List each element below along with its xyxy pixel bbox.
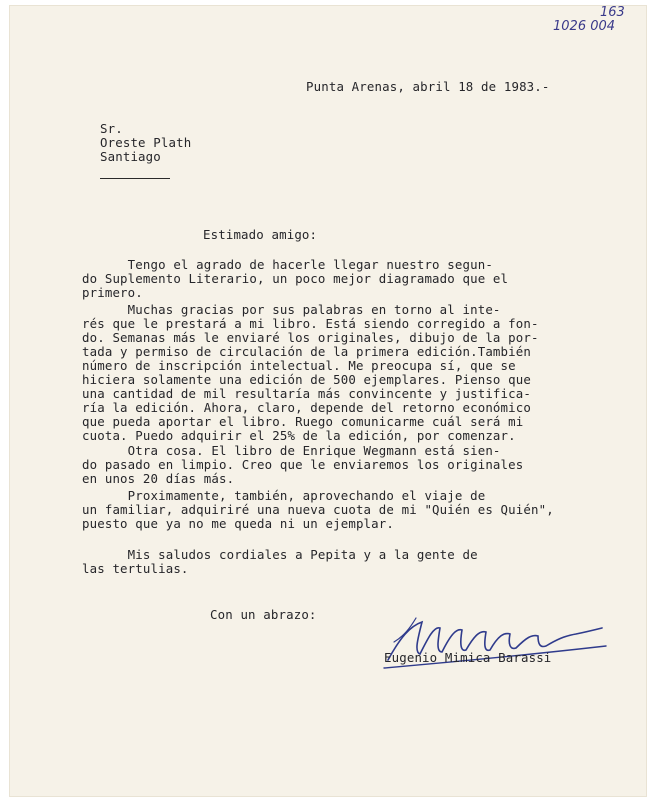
body-line: primero. [82, 285, 143, 300]
place-date: Punta Arenas, abril 18 de 1983.- [306, 79, 550, 94]
body-line: do pasado en limpio. Creo que le enviaremos los originales [82, 457, 524, 472]
paragraph-supplement [82, 258, 622, 300]
body-line: Proximamente, también, aprovechando el viaje de [82, 488, 486, 503]
paragraph-wegmann [82, 444, 622, 486]
body-line: un familiar, adquiriré una nueva cuota de mi "Quién es Quién", [82, 502, 554, 517]
paragraph-book [82, 303, 622, 443]
body-line: número de inscripción intelectual. Me preocupa sí, que se [82, 358, 516, 373]
body-line: Mis saludos cordiales a Pepita y a la gente de [82, 547, 478, 562]
signer-name: Eugenio Mimica Barassi [384, 650, 552, 665]
recipient-name: Oreste Plath [100, 135, 192, 150]
body-line: puesto que ya no me queda ni un ejemplar. [82, 516, 395, 531]
body-line: hiciera solamente una edición de 500 ejemplares. Pienso que [82, 372, 531, 387]
body-line: rés que le prestará a mi libro. Está siendo corregido a fon- [82, 316, 539, 331]
body-line: Tengo el agrado de hacerle llegar nuestro segun- [82, 257, 493, 272]
recipient-city: Santiago [100, 149, 161, 164]
body-line: cuota. Puedo adquirir el 25% de la edición, por comenzar. [82, 428, 516, 443]
recipient-title: Sr. [100, 121, 123, 136]
body-line: en unos 20 días más. [82, 471, 235, 486]
body-line: Muchas gracias por sus palabras en torno al inte- [82, 302, 501, 317]
salutation: Estimado amigo: [203, 227, 318, 242]
body-line: una cantidad de mil resultaría más convincente y justifica- [82, 386, 531, 401]
recipient-divider [100, 178, 170, 179]
body-line: que pueda aportar el libro. Ruego comunicarme cuál será mi [82, 414, 524, 429]
body-line: do. Semanas más le enviaré los originales, dibujo de la por- [82, 330, 539, 345]
archive-code-annotation: 1026 004 [553, 19, 616, 34]
closing: Con un abrazo: [210, 607, 317, 622]
body-line: las tertulias. [82, 561, 189, 576]
handwritten-signature [380, 608, 610, 678]
body-line: do Suplemento Literario, un poco mejor diagramado que el [82, 271, 509, 286]
paragraph-greetings [82, 548, 622, 576]
paragraph-quien-es-quien [82, 489, 622, 531]
body-line: ría la edición. Ahora, claro, depende del retorno económico [82, 400, 531, 415]
page-number-annotation: 163 [600, 5, 625, 20]
body-line: tada y permiso de circulación de la primera edición.También [82, 344, 531, 359]
body-line: Otra cosa. El libro de Enrique Wegmann está sien- [82, 443, 501, 458]
